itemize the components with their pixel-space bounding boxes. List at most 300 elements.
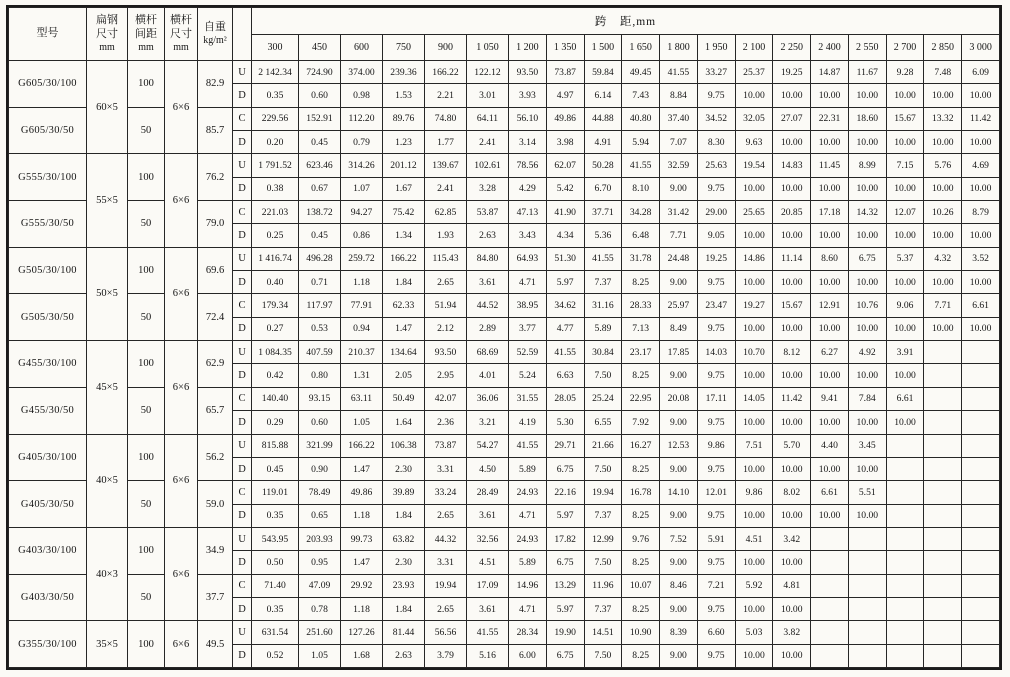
span-column-header: 2 700: [886, 35, 924, 61]
value-cell: 3.21: [467, 411, 509, 434]
table-row: [9, 387, 1000, 410]
value-cell: [811, 527, 849, 550]
value-cell: 13.32: [924, 107, 962, 130]
value-cell: 19.25: [697, 247, 735, 270]
value-cell: 6.63: [546, 364, 584, 387]
value-cell: 33.27: [697, 61, 735, 84]
value-cell: 10.00: [811, 177, 849, 200]
span-column-header: 1 350: [546, 35, 584, 61]
value-cell: 7.21: [697, 574, 735, 597]
value-cell: 201.12: [383, 154, 425, 177]
value-cell: 5.91: [697, 527, 735, 550]
value-cell: 9.75: [697, 271, 735, 294]
table-row: [9, 574, 1000, 597]
value-cell: 25.24: [584, 387, 622, 410]
value-cell: 14.32: [848, 201, 886, 224]
value-cell: 18.60: [848, 107, 886, 130]
value-cell: 3.61: [467, 271, 509, 294]
row-type-cell: C: [233, 294, 252, 317]
value-cell: 9.28: [886, 61, 924, 84]
value-cell: [886, 434, 924, 457]
flat-size-cell: 40×3: [87, 527, 128, 620]
value-cell: 2.63: [383, 644, 425, 667]
value-cell: 15.67: [886, 107, 924, 130]
value-cell: 24.93: [509, 481, 547, 504]
value-cell: [962, 364, 1000, 387]
value-cell: [962, 621, 1000, 644]
value-cell: 63.11: [341, 387, 383, 410]
value-cell: [962, 597, 1000, 620]
value-cell: [924, 644, 962, 667]
value-cell: 7.37: [584, 597, 622, 620]
value-cell: 9.75: [697, 644, 735, 667]
value-cell: 5.42: [546, 177, 584, 200]
value-cell: 20.85: [773, 201, 811, 224]
value-cell: [811, 574, 849, 597]
value-cell: [924, 504, 962, 527]
value-cell: 33.24: [425, 481, 467, 504]
value-cell: 11.14: [773, 247, 811, 270]
value-cell: 10.00: [848, 84, 886, 107]
row-type-cell: D: [233, 457, 252, 480]
bar-spacing-column-header: 横杆 间距 mm: [128, 8, 165, 61]
value-cell: 5.97: [546, 271, 584, 294]
value-cell: 2.05: [383, 364, 425, 387]
value-cell: 0.94: [341, 317, 383, 340]
value-cell: 9.75: [697, 317, 735, 340]
table-row: [9, 621, 1000, 644]
value-cell: 10.00: [735, 551, 773, 574]
value-cell: 94.27: [341, 201, 383, 224]
value-cell: 10.00: [735, 411, 773, 434]
row-type-cell: U: [233, 621, 252, 644]
value-cell: 623.46: [299, 154, 341, 177]
value-cell: 10.00: [886, 271, 924, 294]
bar-size-cell: 6×6: [165, 527, 198, 620]
value-cell: 10.00: [886, 131, 924, 154]
value-cell: 10.00: [811, 317, 849, 340]
value-cell: 2.65: [425, 271, 467, 294]
value-cell: 1.18: [341, 597, 383, 620]
table-row: [9, 434, 1000, 457]
value-cell: 20.08: [660, 387, 698, 410]
value-cell: 63.82: [383, 527, 425, 550]
weight-cell: 59.0: [198, 481, 233, 528]
value-cell: 5.97: [546, 597, 584, 620]
value-cell: 37.40: [660, 107, 698, 130]
row-type-cell: D: [233, 597, 252, 620]
value-cell: 7.92: [622, 411, 660, 434]
value-cell: [924, 457, 962, 480]
value-cell: 7.50: [584, 364, 622, 387]
value-cell: 9.00: [660, 411, 698, 434]
value-cell: 3.31: [425, 551, 467, 574]
table-row: [9, 247, 1000, 270]
flat-size-cell: 35×5: [87, 621, 128, 668]
value-cell: 41.55: [546, 341, 584, 364]
model-cell: G455/30/50: [9, 387, 87, 434]
value-cell: 56.56: [425, 621, 467, 644]
value-cell: 93.50: [509, 61, 547, 84]
value-cell: 1.18: [341, 504, 383, 527]
row-type-cell: U: [233, 154, 252, 177]
value-cell: 42.07: [425, 387, 467, 410]
row-type-cell: D: [233, 504, 252, 527]
value-cell: 16.27: [622, 434, 660, 457]
span-column-header: 300: [252, 35, 299, 61]
value-cell: [886, 481, 924, 504]
value-cell: 8.25: [622, 504, 660, 527]
value-cell: 6.61: [962, 294, 1000, 317]
bar-spacing-cell: 50: [128, 107, 165, 154]
model-cell: G505/30/50: [9, 294, 87, 341]
value-cell: 9.06: [886, 294, 924, 317]
value-cell: 49.86: [341, 481, 383, 504]
value-cell: 6.75: [848, 247, 886, 270]
value-cell: 0.79: [341, 131, 383, 154]
value-cell: 9.75: [697, 84, 735, 107]
value-cell: [962, 481, 1000, 504]
value-cell: 0.45: [299, 131, 341, 154]
value-cell: 4.77: [546, 317, 584, 340]
value-cell: 6.61: [886, 387, 924, 410]
value-cell: 41.55: [509, 434, 547, 457]
value-cell: 10.00: [773, 597, 811, 620]
value-cell: 14.96: [509, 574, 547, 597]
value-cell: 10.00: [886, 364, 924, 387]
value-cell: 2.36: [425, 411, 467, 434]
value-cell: 1.64: [383, 411, 425, 434]
value-cell: 10.00: [735, 177, 773, 200]
value-cell: 2.12: [425, 317, 467, 340]
value-cell: 6.75: [546, 644, 584, 667]
value-cell: 41.55: [660, 61, 698, 84]
table-row: [9, 527, 1000, 550]
value-cell: 9.75: [697, 597, 735, 620]
model-cell: G455/30/100: [9, 341, 87, 388]
value-cell: 1.47: [383, 317, 425, 340]
model-cell: G555/30/100: [9, 154, 87, 201]
value-cell: 0.25: [252, 224, 299, 247]
value-cell: 50.49: [383, 387, 425, 410]
value-cell: 47.13: [509, 201, 547, 224]
value-cell: 1.05: [299, 644, 341, 667]
value-cell: 10.07: [622, 574, 660, 597]
value-cell: 10.00: [811, 271, 849, 294]
value-cell: 12.01: [697, 481, 735, 504]
value-cell: 119.01: [252, 481, 299, 504]
value-cell: 9.75: [697, 551, 735, 574]
bar-spacing-cell: 100: [128, 434, 165, 481]
value-cell: 8.39: [660, 621, 698, 644]
value-cell: 31.16: [584, 294, 622, 317]
value-cell: [924, 527, 962, 550]
value-cell: 41.55: [584, 247, 622, 270]
value-cell: 31.78: [622, 247, 660, 270]
value-cell: 14.83: [773, 154, 811, 177]
row-type-cell: U: [233, 247, 252, 270]
value-cell: 2.65: [425, 597, 467, 620]
bar-size-cell: 6×6: [165, 61, 198, 154]
row-type-cell: D: [233, 317, 252, 340]
value-cell: 10.00: [773, 131, 811, 154]
value-cell: 9.00: [660, 364, 698, 387]
value-cell: 9.00: [660, 457, 698, 480]
value-cell: [924, 434, 962, 457]
value-cell: 102.61: [467, 154, 509, 177]
value-cell: 8.25: [622, 644, 660, 667]
value-cell: 6.48: [622, 224, 660, 247]
value-cell: 41.90: [546, 201, 584, 224]
value-cell: 4.51: [735, 527, 773, 550]
value-cell: [962, 434, 1000, 457]
value-cell: 68.69: [467, 341, 509, 364]
value-cell: [848, 551, 886, 574]
value-cell: [811, 551, 849, 574]
value-cell: 7.84: [848, 387, 886, 410]
row-type-cell: D: [233, 131, 252, 154]
value-cell: 2.63: [467, 224, 509, 247]
value-cell: 10.00: [735, 597, 773, 620]
value-cell: 44.88: [584, 107, 622, 130]
value-cell: 4.51: [467, 551, 509, 574]
bar-spacing-cell: 50: [128, 574, 165, 621]
value-cell: 10.00: [735, 271, 773, 294]
bar-size-column-header: 横杆 尺寸 mm: [165, 8, 198, 61]
value-cell: 10.00: [811, 457, 849, 480]
value-cell: 6.75: [546, 551, 584, 574]
value-cell: [886, 504, 924, 527]
model-cell: G355/30/100: [9, 621, 87, 668]
value-cell: [962, 504, 1000, 527]
value-cell: 25.63: [697, 154, 735, 177]
value-cell: 28.49: [467, 481, 509, 504]
value-cell: 2.30: [383, 457, 425, 480]
value-cell: 9.00: [660, 504, 698, 527]
value-cell: 9.05: [697, 224, 735, 247]
value-cell: 14.51: [584, 621, 622, 644]
value-cell: 30.84: [584, 341, 622, 364]
value-cell: 25.97: [660, 294, 698, 317]
value-cell: 1.05: [341, 411, 383, 434]
bar-spacing-cell: 50: [128, 481, 165, 528]
value-cell: 1.31: [341, 364, 383, 387]
flat-size-cell: 45×5: [87, 341, 128, 434]
value-cell: 10.00: [773, 644, 811, 667]
value-cell: 9.00: [660, 177, 698, 200]
value-cell: [886, 527, 924, 550]
row-type-cell: C: [233, 387, 252, 410]
value-cell: 0.35: [252, 597, 299, 620]
row-type-cell: C: [233, 201, 252, 224]
value-cell: 10.00: [811, 364, 849, 387]
value-cell: 59.84: [584, 61, 622, 84]
value-cell: 10.00: [848, 177, 886, 200]
value-cell: 10.00: [848, 457, 886, 480]
value-cell: 1.34: [383, 224, 425, 247]
value-cell: 10.00: [886, 177, 924, 200]
value-cell: 81.44: [383, 621, 425, 644]
value-cell: 78.49: [299, 481, 341, 504]
value-cell: 10.00: [962, 271, 1000, 294]
value-cell: 19.94: [584, 481, 622, 504]
value-cell: 73.87: [425, 434, 467, 457]
value-cell: 4.71: [509, 597, 547, 620]
value-cell: 14.05: [735, 387, 773, 410]
value-cell: 321.99: [299, 434, 341, 457]
value-cell: 1.68: [341, 644, 383, 667]
value-cell: 4.71: [509, 504, 547, 527]
table-header: [9, 8, 1000, 61]
value-cell: 52.59: [509, 341, 547, 364]
value-cell: 1.84: [383, 271, 425, 294]
value-cell: 1.18: [341, 271, 383, 294]
weight-cell: 56.2: [198, 434, 233, 481]
value-cell: 8.25: [622, 271, 660, 294]
value-cell: 10.00: [924, 271, 962, 294]
value-cell: 496.28: [299, 247, 341, 270]
value-cell: 7.52: [660, 527, 698, 550]
value-cell: 166.22: [425, 61, 467, 84]
value-cell: 138.72: [299, 201, 341, 224]
value-cell: 31.42: [660, 201, 698, 224]
value-cell: 34.28: [622, 201, 660, 224]
weight-cell: 62.9: [198, 341, 233, 388]
table-row: [9, 107, 1000, 130]
value-cell: 0.20: [252, 131, 299, 154]
value-cell: 84.80: [467, 247, 509, 270]
value-cell: 10.26: [924, 201, 962, 224]
value-cell: 1.07: [341, 177, 383, 200]
value-cell: [848, 621, 886, 644]
value-cell: 23.17: [622, 341, 660, 364]
bar-spacing-cell: 50: [128, 294, 165, 341]
value-cell: 1 084.35: [252, 341, 299, 364]
value-cell: 9.41: [811, 387, 849, 410]
value-cell: 10.00: [773, 551, 811, 574]
value-cell: 7.50: [584, 457, 622, 480]
value-cell: 10.00: [848, 504, 886, 527]
value-cell: 0.52: [252, 644, 299, 667]
value-cell: [848, 574, 886, 597]
bar-size-cell: 6×6: [165, 434, 198, 527]
value-cell: 7.15: [886, 154, 924, 177]
value-cell: [886, 621, 924, 644]
value-cell: 4.40: [811, 434, 849, 457]
value-cell: 5.94: [622, 131, 660, 154]
span-column-header: 1 650: [622, 35, 660, 61]
value-cell: 23.47: [697, 294, 735, 317]
value-cell: 29.92: [341, 574, 383, 597]
value-cell: 9.75: [697, 177, 735, 200]
value-cell: 10.00: [962, 131, 1000, 154]
row-type-cell: C: [233, 574, 252, 597]
value-cell: 4.92: [848, 341, 886, 364]
value-cell: 5.16: [467, 644, 509, 667]
value-cell: 0.65: [299, 504, 341, 527]
table-row: [9, 481, 1000, 504]
value-cell: 3.43: [509, 224, 547, 247]
model-cell: G555/30/50: [9, 201, 87, 248]
value-cell: 9.00: [660, 597, 698, 620]
value-cell: 10.00: [811, 224, 849, 247]
flat-size-cell: 40×5: [87, 434, 128, 527]
span-column-header: 2 400: [811, 35, 849, 61]
value-cell: 44.52: [467, 294, 509, 317]
value-cell: 14.87: [811, 61, 849, 84]
value-cell: 5.92: [735, 574, 773, 597]
value-cell: 0.40: [252, 271, 299, 294]
value-cell: 62.07: [546, 154, 584, 177]
value-cell: [924, 341, 962, 364]
value-cell: 22.31: [811, 107, 849, 130]
value-cell: 631.54: [252, 621, 299, 644]
value-cell: 2.41: [467, 131, 509, 154]
value-cell: 7.37: [584, 504, 622, 527]
value-cell: 77.91: [341, 294, 383, 317]
value-cell: 41.55: [467, 621, 509, 644]
value-cell: 4.29: [509, 177, 547, 200]
value-cell: 16.78: [622, 481, 660, 504]
value-cell: 51.94: [425, 294, 467, 317]
value-cell: 7.71: [660, 224, 698, 247]
row-type-cell: C: [233, 481, 252, 504]
row-type-cell: D: [233, 177, 252, 200]
value-cell: 5.24: [509, 364, 547, 387]
value-cell: [886, 644, 924, 667]
value-cell: 2.41: [425, 177, 467, 200]
table-row: [9, 294, 1000, 317]
value-cell: 0.95: [299, 551, 341, 574]
value-cell: [886, 551, 924, 574]
value-cell: 1.53: [383, 84, 425, 107]
value-cell: 10.00: [848, 224, 886, 247]
value-cell: 407.59: [299, 341, 341, 364]
span-column-header: 1 950: [697, 35, 735, 61]
span-group-header: 跨 距,mm: [252, 8, 1000, 35]
value-cell: 10.00: [773, 224, 811, 247]
value-cell: 10.00: [735, 84, 773, 107]
value-cell: 49.86: [546, 107, 584, 130]
value-cell: 19.90: [546, 621, 584, 644]
value-cell: 93.15: [299, 387, 341, 410]
value-cell: 4.81: [773, 574, 811, 597]
value-cell: 51.30: [546, 247, 584, 270]
value-cell: 0.86: [341, 224, 383, 247]
value-cell: 23.93: [383, 574, 425, 597]
value-cell: 10.00: [848, 364, 886, 387]
bar-spacing-cell: 100: [128, 247, 165, 294]
value-cell: 0.45: [299, 224, 341, 247]
value-cell: 19.27: [735, 294, 773, 317]
value-cell: 5.97: [546, 504, 584, 527]
value-cell: 10.00: [924, 177, 962, 200]
value-cell: 10.00: [773, 504, 811, 527]
bar-spacing-cell: 100: [128, 154, 165, 201]
value-cell: 115.43: [425, 247, 467, 270]
value-cell: 40.80: [622, 107, 660, 130]
value-cell: 17.82: [546, 527, 584, 550]
value-cell: 10.00: [962, 224, 1000, 247]
value-cell: 0.38: [252, 177, 299, 200]
value-cell: 9.63: [735, 131, 773, 154]
value-cell: 22.16: [546, 481, 584, 504]
value-cell: 10.00: [848, 131, 886, 154]
value-cell: 5.51: [848, 481, 886, 504]
value-cell: 3.31: [425, 457, 467, 480]
value-cell: 8.02: [773, 481, 811, 504]
value-cell: 44.32: [425, 527, 467, 550]
